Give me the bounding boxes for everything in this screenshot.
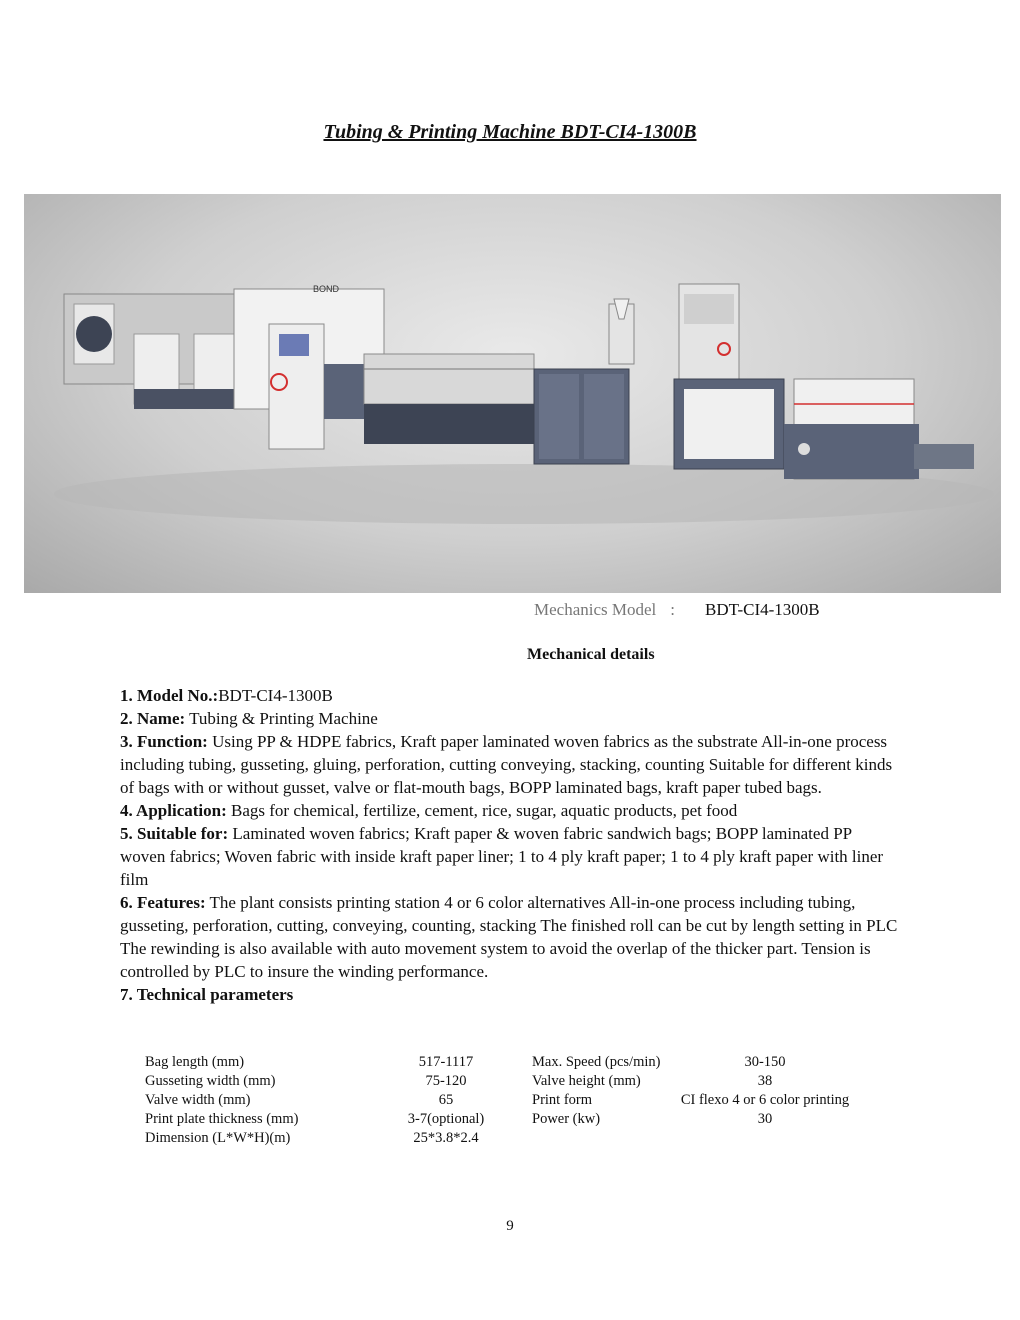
table-row: Dimension (L*W*H)(m) 25*3.8*2.4: [145, 1130, 479, 1146]
spec-item-model: 1. Model No.:BDT-CI4-1300B: [120, 686, 333, 705]
technical-parameters-table: [145, 1053, 885, 1148]
mechanics-model-line: [534, 600, 820, 620]
stacker-section: [674, 379, 974, 479]
tubing-section: [364, 354, 534, 444]
spec-item-features: 6. Features: The plant consists printing station 4 or 6 color alternatives All-in-one process including tubing, gusseting, perforation, cutting, conveying, counting, stacking The finished roll can be cut by length setting in PLC The rewinding is also available with auto movement system to avoid the overlap of the thicker part. Tension is controlled by PLC to insure the winding performance.: [120, 893, 898, 981]
spec-item-technical: 7. Technical parameters: [120, 985, 294, 1004]
mechanics-model-value: BDT-CI4-1300B: [705, 600, 820, 619]
mechanical-details-heading: Mechanical details: [527, 646, 655, 663]
spec-item-application: 4. Application: Bags for chemical, fertilize, cement, rice, sugar, aquatic products, pet food: [120, 801, 738, 820]
spec-item-name: 2. Name: Tubing & Printing Machine: [120, 709, 378, 728]
table-row: Bag length (mm) 517-1117 Max. Speed (pcs/min) 30-150: [145, 1054, 786, 1070]
page-title: Tubing & Printing Machine BDT-CI4-1300B: [323, 121, 697, 143]
mechanics-model-label: Mechanics Model: [534, 600, 657, 619]
mechanics-model-separator: :: [670, 600, 676, 619]
spec-item-suitable: 5. Suitable for: Laminated woven fabrics; Kraft paper & woven fabric sandwich bags; BOPP laminated PP woven fabrics; Woven fabric with inside kraft paper liner; 1 to 4 ply kraft paper; 1 to 4 ply kraft paper with liner film: [120, 824, 884, 889]
table-row: Print plate thickness (mm) 3-7(optional) Power (kw) 30: [145, 1111, 773, 1127]
printing-unit: [234, 284, 384, 449]
unwind-stations: [64, 294, 244, 409]
brand-text: BOND: [313, 284, 340, 294]
spec-item-function: 3. Function: Using PP & HDPE fabrics, Kraft paper laminated woven fabrics as the substrate All-in-one process including tubing, gusseting, gluing, perforation, cutting conveying, stacking, counting Suitable for different kinds of bags with or without gusset, valve or flat-mouth bags, BOPP laminated bags, kraft paper tubed bags.: [120, 732, 893, 797]
center-cabinet: [534, 299, 634, 464]
page-number: 9: [506, 1218, 514, 1234]
spec-list: [120, 684, 900, 1006]
control-panel: [679, 284, 739, 384]
table-row: Gusseting width (mm) 75-120 Valve height (mm) 38: [145, 1073, 773, 1089]
machine-photo: [24, 194, 1001, 593]
table-row: Valve width (mm) 65 Print form CI flexo 4 or 6 color printing: [145, 1092, 850, 1108]
